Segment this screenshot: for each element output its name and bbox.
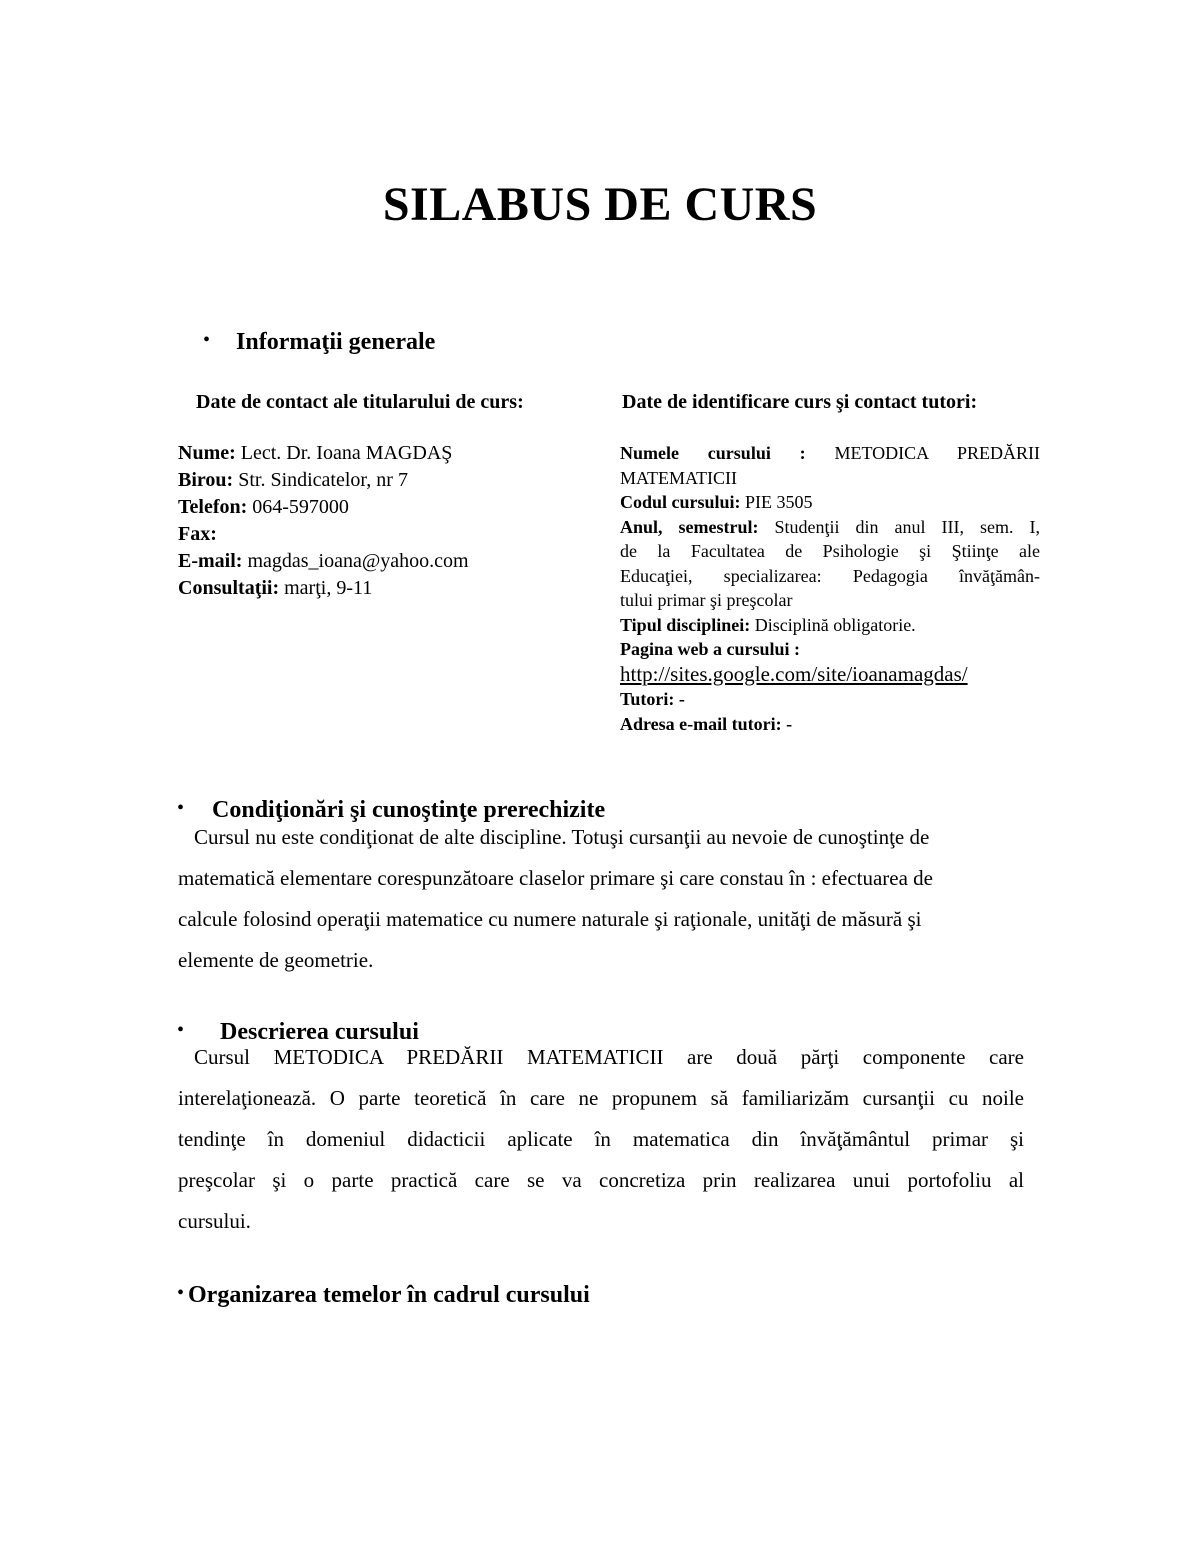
bullet-icon: • bbox=[203, 329, 211, 352]
bullet-icon: • bbox=[177, 1019, 185, 1042]
section-organization bbox=[177, 1276, 590, 1313]
text-line: Cursul METODICA PREDĂRII MATEMATICII are două părţi componente care bbox=[194, 1045, 1024, 1069]
section-general-info bbox=[203, 323, 435, 360]
course-year-line: Anul, semestrul: Studenţii din anul III, sem. I, bbox=[620, 516, 1041, 537]
field-consultations: Consultaţii: marţi, 9-11 bbox=[178, 577, 373, 599]
field-office: Birou: Str. Sindicatelor, nr 7 bbox=[178, 469, 408, 491]
field-email: E-mail: magdas_ioana@yahoo.com bbox=[178, 550, 469, 572]
contact-details bbox=[178, 440, 469, 602]
section-heading: Organizarea temelor în cadrul cursului bbox=[188, 1282, 590, 1308]
course-type-line: Tipul disciplinei: Disciplină obligatorie. bbox=[620, 614, 916, 635]
prerequisites-text bbox=[178, 817, 1024, 981]
text-line: interelaţionează. O parte teoretică în care ne propunem să familiarizăm cursanţii cu noile bbox=[178, 1086, 1024, 1110]
field-fax: Fax: bbox=[178, 523, 217, 545]
text-line: preşcolar şi o parte practică care se va concretiza prin realizarea unui portofoliu al bbox=[178, 1168, 1024, 1192]
course-web-link[interactable] bbox=[620, 662, 1040, 688]
course-year-line-3: Educaţiei, specializarea: Pedagogia învăţămân- bbox=[620, 565, 1040, 586]
text-line: elemente de geometrie. bbox=[178, 948, 374, 972]
text-line: cursului. bbox=[178, 1209, 251, 1233]
course-web-label: Pagina web a cursului : bbox=[620, 639, 801, 659]
course-name-line: Numele cursului : METODICA PREDĂRII bbox=[620, 443, 1040, 463]
course-name-cont: MATEMATICII bbox=[620, 467, 737, 488]
field-name: Nume: Lect. Dr. Ioana MAGDAŞ bbox=[178, 442, 453, 464]
course-year-line-4: tului primar şi preşcolar bbox=[620, 590, 793, 610]
text-line: matematică elementare corespunzătoare claselor primare şi care constau în : efectuarea de bbox=[178, 866, 933, 890]
bullet-icon: • bbox=[177, 797, 185, 820]
description-text bbox=[178, 1037, 1024, 1242]
course-tutors-email-line: Adresa e-mail tutori: - bbox=[620, 713, 793, 734]
text-line: calcule folosind operaţii matematice cu numere naturale şi raţionale, unităţi de măsură şi bbox=[178, 907, 922, 931]
course-details bbox=[620, 441, 1040, 736]
course-code-line: Codul cursului: PIE 3505 bbox=[620, 492, 813, 512]
section-heading: Descrierea cursului bbox=[220, 1019, 419, 1045]
bullet-icon: • bbox=[177, 1282, 185, 1305]
course-web-url[interactable]: http://sites.google.com/site/ioanamagdas/ bbox=[620, 661, 968, 686]
course-id-heading: Date de identificare curs şi contact tutori: bbox=[622, 391, 978, 413]
field-phone: Telefon: 064-597000 bbox=[178, 496, 349, 518]
page-title: SILABUS DE CURS bbox=[382, 178, 818, 231]
text-line: tendinţe în domeniul didacticii aplicate în matematica din învăţământul primar şi bbox=[178, 1127, 1024, 1151]
text-line: Cursul nu este condiţionat de alte discipline. Totuşi cursanţii au nevoie de cunoştinţe de bbox=[194, 825, 930, 849]
course-tutors-line: Tutori: - bbox=[620, 689, 685, 709]
course-year-line-2: de la Facultatea de Psihologie şi Ştiinţe ale bbox=[620, 541, 1040, 561]
section-heading: Informaţii generale bbox=[236, 329, 436, 355]
section-heading: Condiţionări şi cunoştinţe prerechizite bbox=[212, 797, 606, 823]
contact-heading: Date de contact ale titularului de curs: bbox=[196, 391, 524, 413]
